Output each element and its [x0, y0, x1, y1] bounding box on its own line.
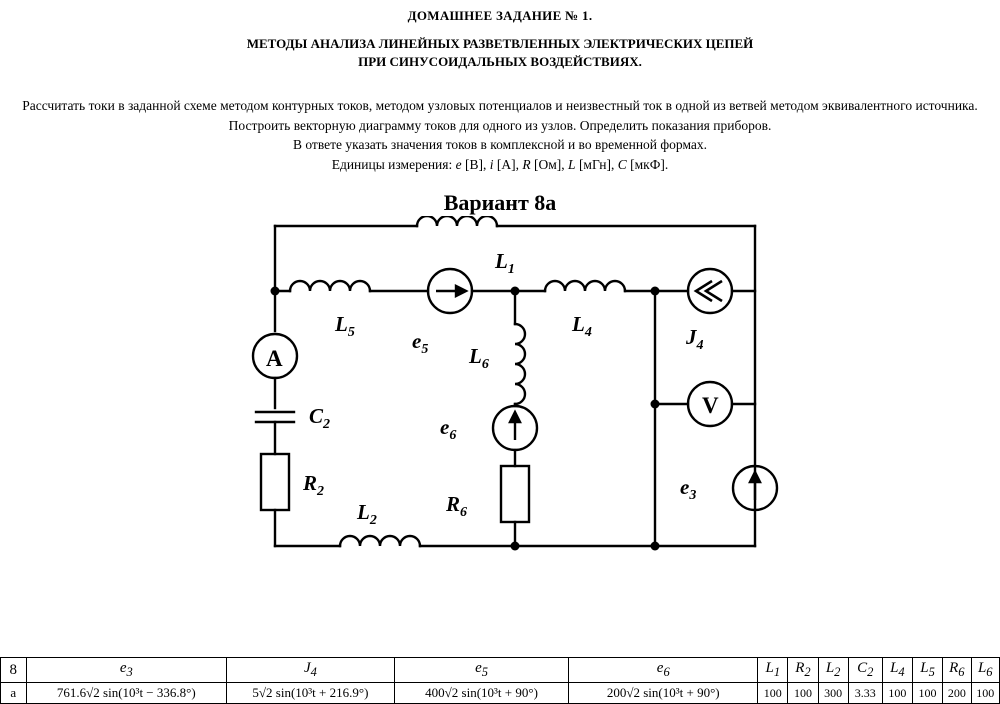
parameters-table [0, 657, 1000, 704]
cell-C2: 3.33 [848, 683, 882, 704]
cell-L6: 100 [971, 683, 999, 704]
col-L4: $L_4$ [882, 658, 912, 683]
table-row [1, 683, 1000, 704]
table-header-row [1, 658, 1000, 683]
label-e6: $e_6$ [440, 415, 457, 444]
label-L2: $L_2$ [357, 500, 377, 529]
col-L1: $L_1$ [758, 658, 788, 683]
node-dot [651, 400, 660, 409]
cell-L1: 100 [758, 683, 788, 704]
cell-R6: 200 [943, 683, 971, 704]
cell-L4: 100 [882, 683, 912, 704]
task-paragraph-2: В ответе указать значения токов в комплексной и во временной формах. [292, 137, 708, 153]
parameters-table-wrapper [0, 657, 1000, 704]
col-L5: $L_5$ [912, 658, 942, 683]
col-R2: $R_2$ [788, 658, 818, 683]
col-J4: $J_4$ [227, 658, 395, 683]
label-e3: $e_3$ [680, 475, 697, 504]
col-L6: $L_6$ [971, 658, 999, 683]
label-L5: $L_5$ [335, 312, 355, 341]
task-paragraph-1: Рассчитать токи в заданной схеме методом контурных токов, методом узловых потенциалов и неизвестный ток в одной из ветвей методом эквивалентного источника. Построить векторную диаграмму токов для одного из узлов. Определить показания приборов. [22, 98, 978, 133]
cell-L5: 100 [912, 683, 942, 704]
col-C2: $C_2$ [848, 658, 882, 683]
node-dot [511, 542, 520, 551]
node-dot [511, 287, 520, 296]
cell-L2: 300 [818, 683, 848, 704]
task-description [0, 96, 1000, 174]
cell-e6: 200√2 sin(10³t + 90°) [569, 683, 758, 704]
circuit-schematic [0, 216, 1000, 584]
node-dot [651, 287, 660, 296]
label-J4: $J_4$ [686, 325, 704, 354]
label-e5: $e_5$ [412, 329, 429, 358]
cell-R2: 100 [788, 683, 818, 704]
header-line-2: МЕТОДЫ АНАЛИЗА ЛИНЕЙНЫХ РАЗВЕТВЛЕННЫХ ЭЛЕКТРИЧЕСКИХ ЦЕПЕЙ [246, 36, 754, 51]
variant-title: Вариант 8а [443, 190, 557, 216]
cell-row-label: a [1, 683, 27, 704]
cell-e3: 761.6√2 sin(10³t − 336.8°) [26, 683, 227, 704]
label-L1: $L_1$ [495, 249, 515, 278]
label-C2: $C_2$ [309, 404, 331, 433]
node-dot [271, 287, 280, 296]
col-variant: 8 [1, 658, 27, 683]
label-ammeter: A [266, 346, 283, 372]
cell-e5: 400√2 sin(10³t + 90°) [394, 683, 569, 704]
label-L4: $L_4$ [572, 312, 592, 341]
node-dot [651, 542, 660, 551]
col-e3: $e_3$ [26, 658, 227, 683]
cell-J4: 5√2 sin(10³t + 216.9°) [227, 683, 395, 704]
label-L6: $L_6$ [469, 344, 489, 373]
header-line-1: ДОМАШНЕЕ ЗАДАНИЕ № 1. [407, 8, 593, 23]
header-line-3: ПРИ СИНУСОИДАЛЬНЫХ ВОЗДЕЙСТВИЯХ. [358, 53, 642, 69]
label-voltmeter: V [702, 393, 719, 419]
document-header [0, 8, 1000, 70]
label-R2: $R_2$ [303, 471, 325, 500]
label-R6: $R_6$ [446, 492, 468, 521]
task-paragraph-3: Единицы измерения: e [В], i [А], R [Ом], L [мГн], C [мкФ]. [331, 156, 669, 172]
col-e5: $e_5$ [394, 658, 569, 683]
col-L2: $L_2$ [818, 658, 848, 683]
col-R6: $R_6$ [943, 658, 971, 683]
col-e6: $e_6$ [569, 658, 758, 683]
